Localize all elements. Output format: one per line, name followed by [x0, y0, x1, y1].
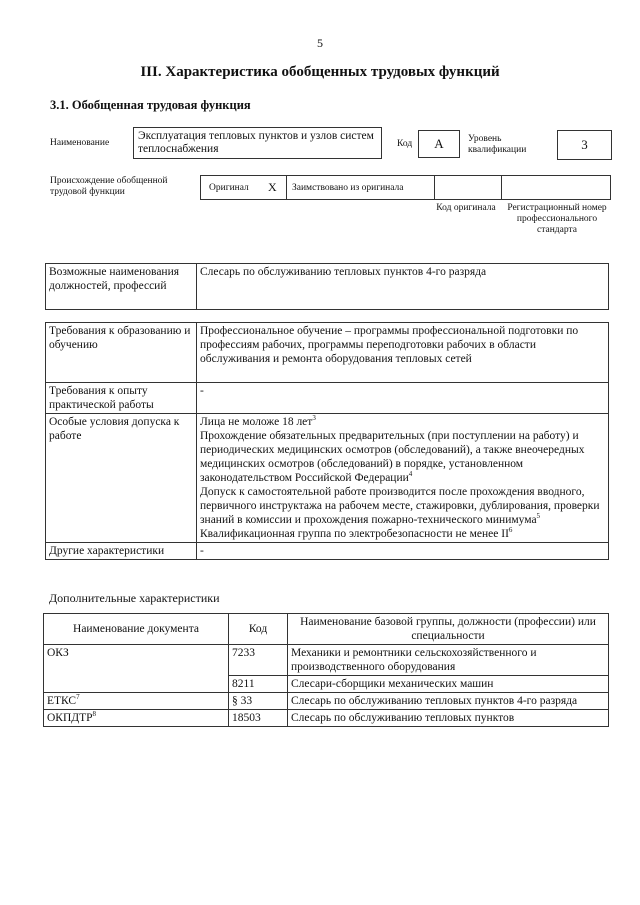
special-condition-medical: Прохождение обязательных предварительных (при поступлении на работу) и периодических медицинских осмотров (обследований), а также внеочередных медицинских осмотров (обследований) в порядке, установленном законодательством Российской Федерации$^4$ — [200, 430, 585, 484]
name-cell: Слесарь по обслуживанию тепловых пунктов 4-го разряда — [288, 693, 609, 710]
name-cell: Механики и ремонтники сельскохозяйственного и производственного оборудования — [288, 645, 609, 676]
page-number: 5 — [317, 36, 323, 50]
special-condition-age: Лица не моложе 18 лет$^3$ — [200, 414, 316, 428]
table-row — [44, 693, 609, 710]
special-conditions-label: Особые условия допуска к работе — [46, 414, 197, 543]
code-value: А — [418, 130, 460, 158]
name-cell: Слесарь по обслуживанию тепловых пунктов — [288, 710, 609, 727]
col-name-header: Наименование базовой группы, должности (профессии) или специальности — [288, 614, 609, 645]
additional-table — [43, 613, 609, 727]
section-title: III. Характеристика обобщенных трудовых функций — [140, 64, 500, 80]
doc-cell: ЕТКС$^7$ — [44, 693, 229, 710]
code-cell: 18503 — [229, 710, 288, 727]
code-cell: 8211 — [229, 676, 288, 693]
doc-cell: ОКПДТР$^8$ — [44, 710, 229, 727]
special-condition-electrical: Квалификационная группа по электробезопасности не менее $II^6$ — [200, 526, 513, 540]
additional-title: Дополнительные характеристики — [49, 591, 220, 605]
positions-table — [45, 263, 609, 310]
origin-label: Происхождение обобщенной трудовой функции — [50, 176, 168, 197]
name-cell: Слесари-сборщики механических машин — [288, 676, 609, 693]
experience-label: Требования к опыту практической работы — [46, 383, 197, 414]
code-cell: 7233 — [229, 645, 288, 676]
level-value: 3 — [557, 130, 612, 160]
special-condition-admission: Допуск к самостоятельной работе производится после прохождения вводного, первичного инструктажа на рабочем месте, стажировки, дублирования, проверки знаний в комиссии и прохождения пожарно-технического минимума$^5$ — [200, 486, 600, 526]
code-original-caption: Код оригинала — [436, 203, 496, 213]
table-row — [44, 710, 609, 727]
education-label: Требования к образованию и обучению — [46, 323, 197, 383]
experience-value: - — [197, 383, 609, 414]
function-name-field: Эксплуатация тепловых пунктов и узлов систем теплоснабжения — [133, 127, 382, 159]
borrowed-label: Заимствовано из оригинала — [292, 183, 404, 193]
level-label: Уровень квалификации — [468, 134, 527, 155]
code-label: Код — [397, 139, 413, 149]
col-code-header: Код — [229, 614, 288, 645]
other-label: Другие характеристики — [46, 543, 197, 560]
subsection-title: 3.1. Обобщенная трудовая функция — [50, 98, 251, 112]
reg-number-caption: Регистрационный номер профессионального стандарта — [507, 203, 607, 235]
origin-box — [200, 175, 611, 200]
col-doc-header: Наименование документа — [44, 614, 229, 645]
origin-divider — [286, 176, 287, 199]
positions-value: Слесарь по обслуживанию тепловых пунктов 4-го разряда — [197, 264, 609, 310]
origin-divider — [434, 176, 435, 199]
original-label: Оригинал — [209, 183, 249, 193]
origin-divider — [501, 176, 502, 199]
education-value: Профессиональное обучение – программы профессиональной подготовки по профессиям рабочих, программы переподготовки рабочих в области обслуживания и ремонта оборудования тепловых сетей — [197, 323, 609, 383]
name-label: Наименование — [50, 138, 110, 148]
other-value: - — [197, 543, 609, 560]
original-mark: X — [268, 180, 277, 194]
requirements-table — [45, 322, 609, 560]
doc-cell: ОКЗ — [44, 645, 229, 693]
code-cell: § 33 — [229, 693, 288, 710]
special-conditions-value — [197, 414, 609, 543]
positions-label: Возможные наименования должностей, профессий — [46, 264, 197, 310]
table-row — [44, 645, 609, 676]
